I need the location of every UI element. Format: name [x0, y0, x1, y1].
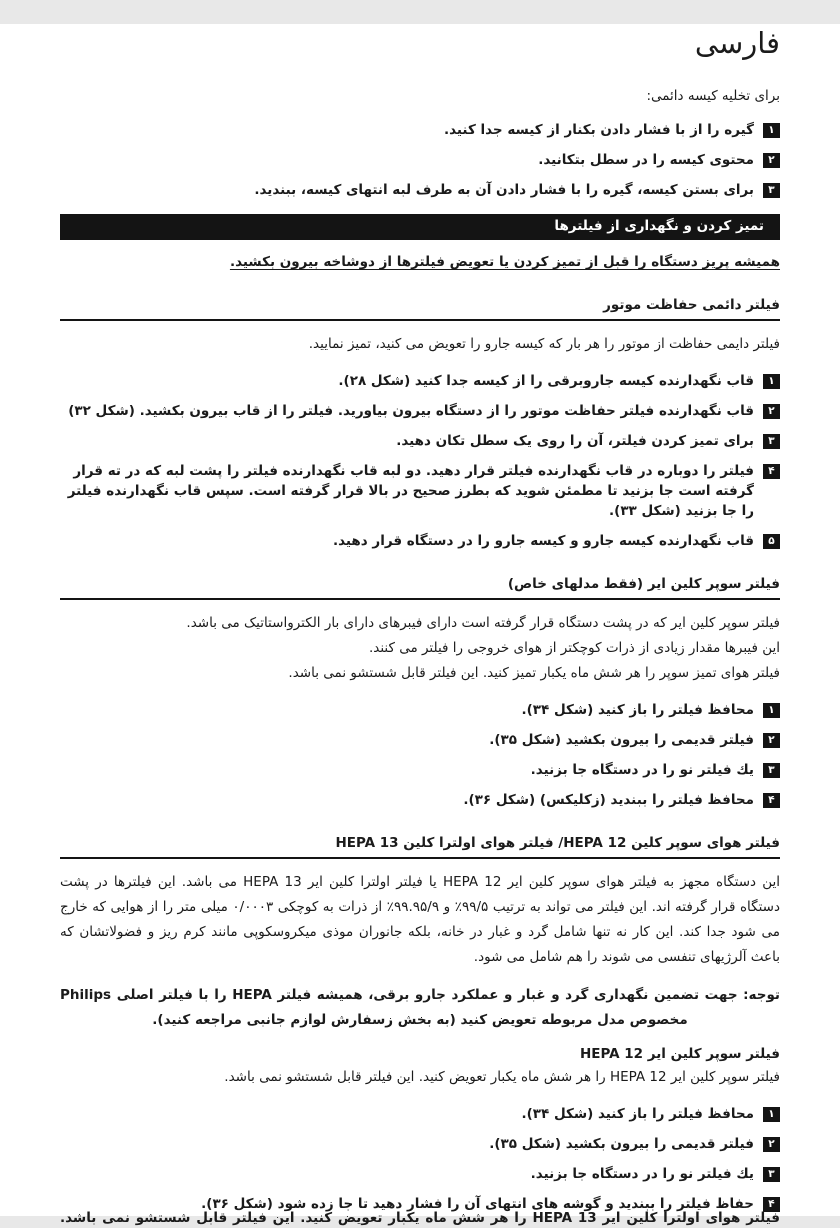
clipped-bottom-text [60, 1209, 780, 1226]
empty-bag-lead: برای تخلیه کیسه دائمی: [646, 88, 780, 104]
step-row [60, 180, 780, 200]
hepa12-heading: فیلتر سوپر کلین ایر HEPA 12 [579, 1046, 780, 1062]
step-row [60, 150, 780, 170]
step-text: قاب نگهدارنده فیلتر حفاظت موتور را از دستگاه بیرون بیاورید. فیلتر را از قاب بیرون بکشید. (شکل ۳۲) [68, 403, 754, 419]
super-clean-filter-heading: فیلتر سوپر کلین ایر (فقط مدلهای خاص) [60, 575, 780, 600]
step-number-badge: ۳ [763, 183, 780, 198]
step-row [60, 760, 780, 780]
step-number-badge: ۴ [763, 464, 780, 479]
hepa-filter-paragraph: این دستگاه مجهز به فیلتر هوای سوپر کلین ایر HEPA 12 یا فیلتر اولترا کلین ایر HEPA 13 می باشد. این فیلترها در پشت دستگاه قرار گرفته اند. این فیلتر می تواند به ترتیب ۹۹/۵٪ و ۹۹.۹۵/۹٪ از ذرات به کوچکی ۰/۰۰۰۳ میلی متر را از هوایی که خارج می شود جدا کند. این کار نه تنها شامل گرد و غبار در خانه، بلکه جانوران موذی میکروسکوپی مانند کرم ریز و فضولاتشان که باعث آلرژیهای تنفسی می شوند را هم شامل می شود. [60, 874, 781, 965]
step-number-badge: ۱ [763, 1107, 780, 1122]
step-row [60, 371, 780, 391]
step-row [60, 120, 780, 140]
step-row [60, 790, 780, 810]
motor-filter-intro: فیلتر دایمی حفاظت از موتور را هر بار که کیسه جارو را تعویض می کنید، تمیز نمایید. [308, 336, 780, 352]
step-number-badge: ۳ [763, 1167, 780, 1182]
step-number-badge: ۵ [763, 534, 780, 549]
step-row [60, 730, 780, 750]
step-number-badge: ۴ [763, 793, 780, 808]
step-text: گیره را از با فشار دادن بکنار از کیسه جدا کنید. [444, 122, 754, 138]
step-row [60, 1134, 780, 1154]
manual-page [0, 24, 840, 1226]
step-text: محافظ فیلتر را ببندید (زکلیکس) (شکل ۳۶). [463, 792, 754, 808]
step-number-badge: ۱ [763, 123, 780, 138]
step-row [60, 1104, 780, 1124]
hepa12-intro: فیلتر سوپر کلین ایر HEPA 12 را هر شش ماه یکبار تعویض کنید. این فیلتر قابل شستشو نمی باشد. [224, 1069, 780, 1085]
hepa-filter-heading: فیلتر هوای سوپر کلین HEPA 12/ فیلتر هوای اولترا کلین HEPA 13 [60, 834, 780, 859]
step-row [60, 700, 780, 720]
unplug-warning-text: همیشه پریز دستگاه را قبل از تمیز کردن یا تعویض فیلترها از دوشاخه بیرون بکشید. [229, 254, 780, 270]
section-header-cleaning-filters: تمیز کردن و نگهداری از فیلترها [60, 214, 780, 240]
step-text: برای تمیز کردن فیلتر، آن را روی یک سطل تکان دهید. [396, 433, 754, 449]
step-text: یك فیلتر نو را در دستگاه جا بزنید. [530, 762, 754, 778]
step-text: فیلتر قدیمی را بیرون بکشید (شکل ۳۵). [489, 1136, 754, 1152]
step-text: قاب نگهدارنده کیسه جاروبرقی را از کیسه جدا کنید (شکل ۲۸). [338, 373, 754, 389]
step-text: محافظ فیلتر را باز کنید (شکل ۳۴). [521, 1106, 754, 1122]
step-text: قاب نگهدارنده کیسه جارو و کیسه جارو را در دستگاه قرار دهید. [333, 533, 754, 549]
step-number-badge: ۲ [763, 404, 780, 419]
super-clean-intro-line: فیلتر هوای تمیز سوپر را هر شش ماه یکبار تمیز کنید. این فیلتر قابل شستشو نمی باشد. [288, 665, 780, 681]
step-number-badge: ۲ [763, 733, 780, 748]
super-clean-filter-steps [60, 700, 780, 810]
step-row [60, 401, 780, 421]
step-text: یك فیلتر نو را در دستگاه جا بزنید. [530, 1166, 754, 1182]
motor-filter-steps [60, 371, 780, 551]
empty-bag-steps [60, 120, 780, 200]
step-number-badge: ۱ [763, 703, 780, 718]
step-number-badge: ۱ [763, 374, 780, 389]
step-text: حفاظ فیلتر را ببندید و گوشه های انتهای آن را فشار دهید تا جا زده شود (شکل ۳۶). [201, 1196, 754, 1212]
step-number-badge: ۴ [763, 1197, 780, 1212]
step-row [60, 1164, 780, 1184]
step-text: محتوی کیسه را در سطل بتکانید. [538, 152, 754, 168]
super-clean-intro-line: این فیبرها مقدار زیادی از ذرات کوچکتر از هوای خروجی را فیلتر می کنند. [368, 640, 780, 656]
motor-filter-heading: فیلتر دائمی حفاظت موتور [60, 296, 780, 321]
step-number-badge: ۳ [763, 763, 780, 778]
clipped-bottom-text-line: فیلتر هوای اولترا کلین ایر HEPA 13 را هر شش ماه یکبار تعویض کنید. این فیلتر قابل شستشو نمی باشد. [60, 1210, 780, 1226]
step-text: برای بستن کیسه، گیره را با فشار دادن آن به طرف لبه انتهای کیسه، ببندید. [254, 182, 754, 198]
page-title: فارسی [694, 26, 780, 60]
hepa-filter-note: توجه: جهت تضمین نگهداری گرد و غبار و عملکرد جارو برقی، همیشه فیلتر HEPA را با فیلتر اصلی Philips مخصوص مدل مربوطه تعویض کنید (به بخش زسفارش لوازم جانبی مراجعه کنید). [60, 987, 780, 1028]
step-number-badge: ۲ [763, 153, 780, 168]
step-row [60, 531, 780, 551]
step-text: فیلتر را دوباره در قاب نگهدارنده فیلتر قرار دهید. دو لبه قاب نگهدارنده فیلتر را پشت لبه که در ته قرار گرفته است جا بزنید تا مطمئن شوید که بطرز صحیح در بالا قرار گرفته است. سپس قاب نگهدارنده فیلتر را جا بزنید (شکل ۳۳). [67, 463, 754, 519]
step-number-badge: ۳ [763, 434, 780, 449]
hepa12-steps [60, 1104, 780, 1214]
step-row [60, 461, 780, 521]
step-row [60, 431, 780, 451]
super-clean-intro-line: فیلتر سوپر کلین ایر که در پشت دستگاه قرار گرفته است دارای فیبرهای دارای بار الکترواستاتیک می باشد. [186, 615, 780, 631]
step-text: فیلتر قدیمی را بیرون بکشید (شکل ۳۵). [489, 732, 754, 748]
step-text: محافظ فیلتر را باز کنید (شکل ۳۴). [521, 702, 754, 718]
step-number-badge: ۲ [763, 1137, 780, 1152]
